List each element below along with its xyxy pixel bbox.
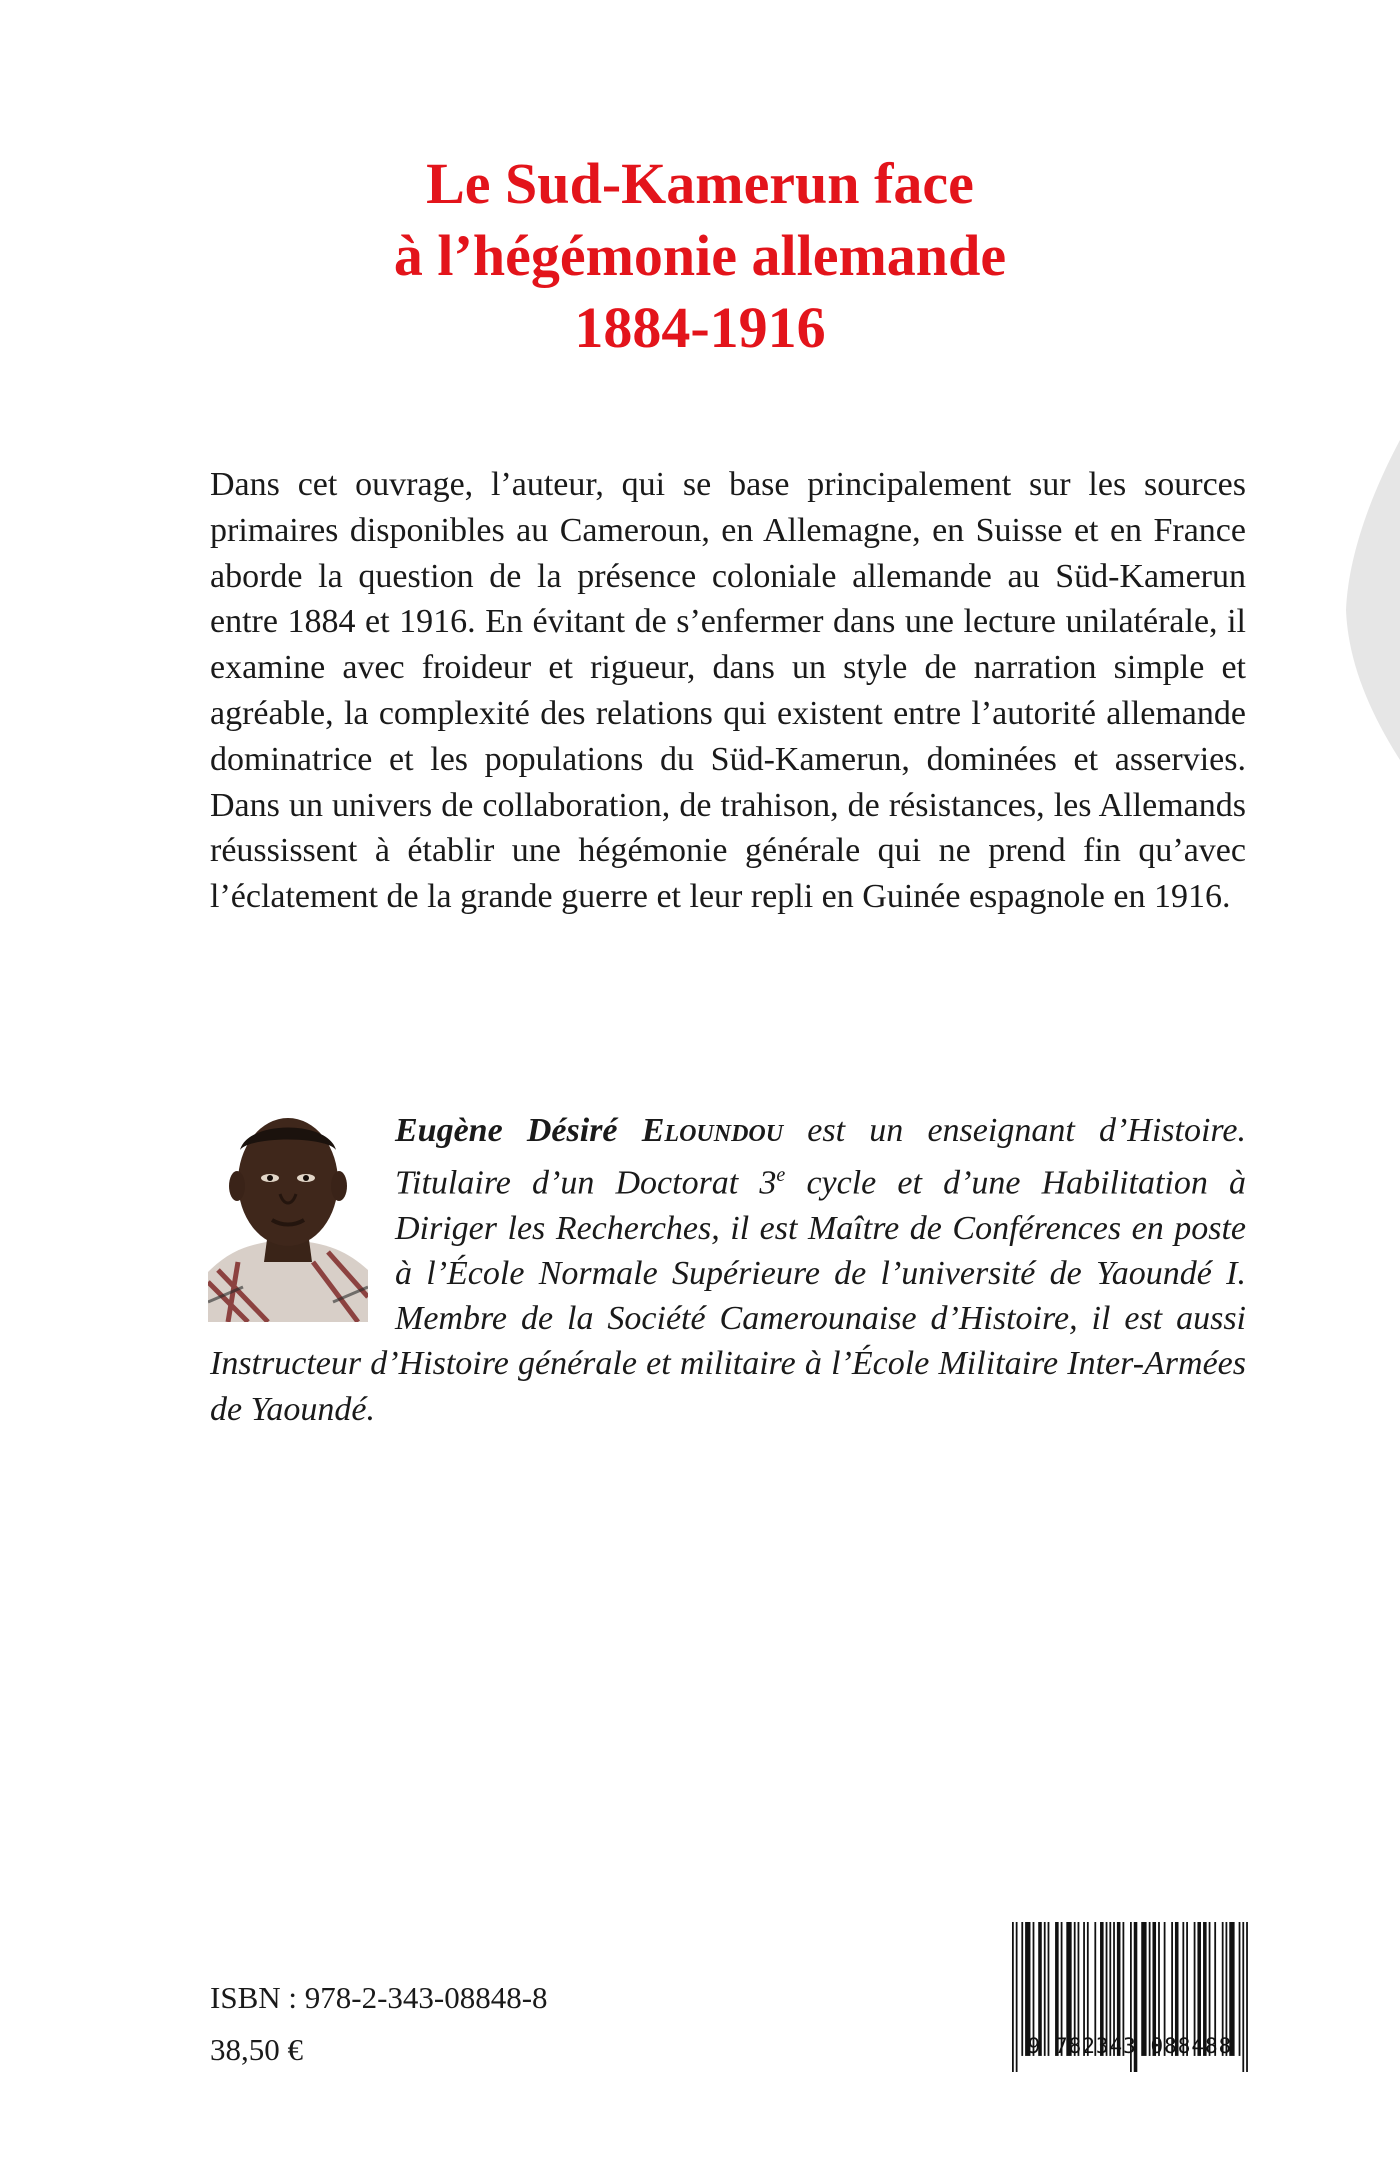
book-title — [0, 148, 1400, 364]
synopsis-text: Dans cet ouvrage, l’auteur, qui se base principalement sur les sources primaires disponibles au Cameroun, en Allemagne, en Suisse et en France aborde la question de la présence coloniale allemande au Süd-Kamerun entre 1884 et 1916. En évitant de s’enfermer dans une lecture unilatérale, il examine avec froideur et rigueur, dans un style de narration simple et agréable, la complexité des relations qui existent entre l’autorité allemande dominatrice et les populations du Süd-Kamerun, dominées et asservies. Dans un univers de collaboration, de trahison, de résistances, les Allemands réussissent à établir une hégémonie générale qui ne prend fin qu’avec l’éclatement de la grande guerre et leur repli en Guinée espagnole en 1916. — [210, 466, 1246, 916]
author-surname: Eloundou — [641, 1112, 784, 1149]
price: 38,50 € — [210, 2032, 303, 2067]
author-bio-part-1: est un enseignant d’Histoire. Titulaire d’un Doctorat 3 — [395, 1112, 1246, 1202]
cover-edge-shape — [1338, 440, 1400, 760]
author-bio-superscript: e — [776, 1164, 786, 1187]
photo-spacer — [210, 1108, 395, 1330]
author-first-names: Eugène Désiré — [395, 1112, 642, 1149]
barcode-digits: 9 782343 088488 — [1027, 2034, 1233, 2058]
author-bio — [210, 1108, 1246, 1432]
title-line-2: à l’hégémonie allemande — [393, 223, 1007, 288]
title-line-1: Le Sud-Kamerun face — [426, 151, 974, 216]
isbn: ISBN : 978-2-343-08848-8 — [210, 1980, 548, 2015]
title-line-3: 1884-1916 — [574, 295, 826, 360]
author-bio-part-2: cycle et d’une Habilitation à Diriger les Recherches, il est Maître de Conférences en poste à l’École Normale Supérieure de l’université de Yaoundé I. Membre de la Société Camerounaise d’Histoire, il est aussi Instructeur d’Histoire générale et militaire à l’École Militaire Inter-Armées de Yaoundé. — [210, 1164, 1246, 1428]
